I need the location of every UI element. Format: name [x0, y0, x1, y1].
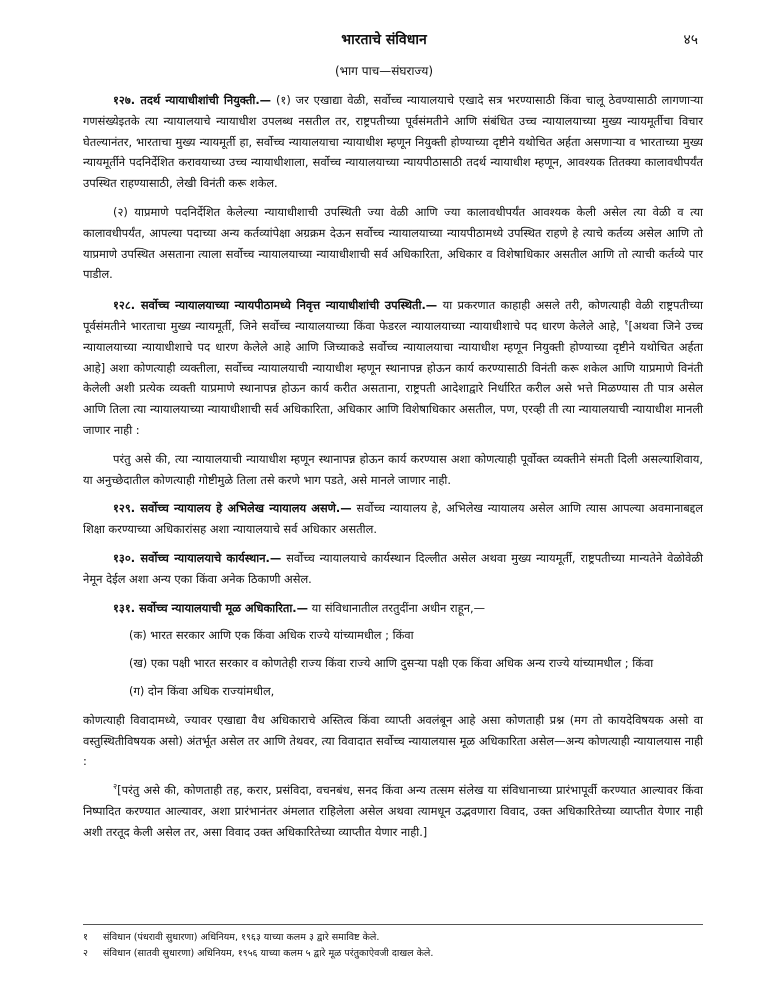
article-129-para: १२९. सर्वोच्च न्यायालय हे अभिलेख न्यायालय असणे.— सर्वोच्च न्यायालय हे, अभिलेख न्यायालय असेल आणि त्यास आपल्या अवमानाबद्दल शिक्षा करण्याच्या अधिकारांसह अशा न्यायालयाचे सर्व अधिकार असतील. [83, 501, 703, 537]
article-127-heading: १२७. तदर्थ न्यायाधीशांची नियुक्ती.— [113, 93, 272, 107]
article-130-para: १३०. सर्वोच्च न्यायालयाचे कार्यस्थान.— सर्वोच्च न्यायालयाचे कार्यस्थान दिल्लीत असेल अथवा मुख्य न्यायमूर्ती, राष्ट्रपतीच्या मान्यतेने वेळोवेळी नेमून देईल अशा अन्य एका किंवा अनेक ठिकाणी असेल. [83, 550, 703, 586]
footnote-divider [83, 924, 703, 925]
article-131-clause-ga: (ग) दोन किंवा अधिक राज्यांमधील, [129, 683, 275, 698]
article-131-clause-ka: (क) भारत सरकार आणि एक किंवा अधिक राज्ये यांच्यामधील ; किंवा [129, 628, 414, 643]
footnote-2: २ संविधान (सातवी सुधारणा) अधिनियम, १९५६ याच्या कलम ५ द्वारे मूळ परंतुकाऐवजी दाखल केले. [83, 948, 434, 959]
article-127-para-1 [83, 90, 703, 194]
article-130-heading: १३०. सर्वोच्च न्यायालयाचे कार्यस्थान.— [113, 550, 282, 565]
article-128-para: १२८. सर्वोच्च न्यायालयाच्या न्यायपीठामध्ये निवृत्त न्यायाधीशांची उपस्थिती.— या प्रकरणात काहाही असले तरी, कोणत्याही वेळी राष्ट्रपतीच्या पूर्वसंमतीने भारताचा मुख्य न्यायमूर्ती, जिने सर्वोच्च न्यायालयाच्या किंवा फेडरल न्यायालयाच्या न्यायाधीशाचे पद धारण केलेले आहे, $^१$[अथवा जिने उच्च न्यायालयाच्या न्यायाधीशाचे पद धारण केलेले आहे आणि जिच्याकडे सर्वोच्च न्यायालयाचा न्यायाधीश म्हणून नियुक्ती होण्याच्या दृष्टीने यथोचित अर्हता आहे] अशा कोणत्याही व्यक्तीला, सर्वोच्च न्यायालयाची न्यायाधीश म्हणून स्थानापन्न होऊन कार्य करण्यासाठी विनंती करू शकेल आणि याप्रमाणे विनंती केलेली अशी प्रत्येक व्यक्ती याप्रमाणे स्थानापन्न होऊन कार्य करीत असताना, राष्ट्रपती आदेशाद्वारे निर्धारित करील असे भत्ते मिळण्यास ती पात्र असेल आणि तिला त्या न्यायालयाच्या न्यायाधीशाची सर्व अधिकारिता, अधिकार आणि विशेषाधिकार असतील, पण, एरव्ही ती त्या न्यायालयाची न्यायाधीश मानली जाणार नाही : [83, 298, 704, 437]
page-subtitle: (भाग पाच—संघराज्य) [334, 64, 434, 78]
article-131-heading: १३१. सर्वोच्च न्यायालयाची मूळ अधिकारिता.— [113, 600, 309, 615]
article-131-text: कोणत्याही विवादामध्ये, ज्यावर एखाद्या वैध अधिकाराचे अस्तित्व किंवा व्याप्ती अवलंबून आहे असा कोणताही प्रश्न (मग तो कायदेविषयक असो वा वस्तुस्थितीविषयक असो) अंतर्भूत असेल तर आणि तेथवर, त्या विवादात सर्वोच्च न्यायालयास मूळ अधिकारिता असेल—अन्य कोणत्याही न्यायालयास नाही : [83, 712, 703, 769]
document-body [83, 90, 703, 843]
article-127-para-2: (२) याप्रमाणे पदनिर्देशित केलेल्या न्यायाधीशाची उपस्थिती ज्या वेळी आणि ज्या कालावधीपर्यंत आवश्यक केली असेल त्या वेळी व त्या कालावधीपर्यंत, आपल्या पदाच्या अन्य कर्तव्यांपेक्षा अग्रक्रम देऊन सर्वोच्च न्यायालयाच्या न्यायपीठामध्ये उपस्थित राहणे हे त्याचे कर्तव्य असेल आणि तो याप्रमाणे उपस्थित असताना त्याला सर्वोच्च न्यायालयाच्या न्यायाधीशाची सर्व अधिकारिता, अधिकार व विशेषाधिकार असतील आणि तो त्याची कर्तव्ये पार पाडील. [83, 204, 703, 282]
footnote-marker: २ [113, 782, 118, 792]
article-131-proviso: $^२$[परंतु असे की, कोणताही तह, करार, प्रसंविदा, वचनबंध, सनद किंवा अन्य तत्सम संलेख या संविधानाच्या प्रारंभापूर्वी करण्यात आल्यावर किंवा निष्पादित करण्यात आल्यावर, अशा प्रारंभानंतर अंमलात राहिलेला असेल अथवा त्यामधून उद्भवणारा विवाद, उक्त अधिकारितेच्या व्याप्तीत येणार नाही अशी तरतूद केली असेल तर, असा विवाद उक्त अधिकारितेच्या व्याप्तीत येणार नाही.] [83, 782, 703, 839]
article-128-proviso: परंतु असे की, त्या न्यायालयाची न्यायाधीश म्हणून स्थानापन्न होऊन कार्य करण्यास अशा कोणत्याही पूर्वोक्त व्यक्तीने संमती दिली असल्याशिवाय, या अनुच्छेदातील कोणत्याही गोष्टीमुळे तिला तसे करणे भाग पडते, असे मानले जाणार नाही. [83, 451, 703, 487]
article-131-clause-kha: (ख) एका पक्षी भारत सरकार व कोणतेही राज्य किंवा राज्ये आणि दुसऱ्या पक्षी एक किंवा अधिक अन्य राज्ये यांच्यामधील ; किंवा [129, 656, 654, 671]
article-131-para: १३१. सर्वोच्च न्यायालयाची मूळ अधिकारिता.— या संविधानातील तरतुदींना अधीन राहून,— [113, 600, 485, 615]
page-title: भारताचे संविधान [341, 32, 427, 48]
article-129-heading: १२९. सर्वोच्च न्यायालय हे अभिलेख न्यायालय असणे.— [113, 501, 352, 516]
footnote-1: १ संविधान (पंधरावी सुधारणा) अधिनियम, १९६३ याच्या कलम ३ द्वारे समाविष्ट केले. [83, 932, 380, 943]
page-number: ४५ [683, 32, 698, 48]
article-128-heading: १२८. सर्वोच्च न्यायालयाच्या न्यायपीठामध्ये निवृत्त न्यायाधीशांची उपस्थिती.— [113, 298, 438, 313]
article-127-text-1: (१) जर एखाद्या वेळी, सर्वोच्च न्यायालयाचे एखादे सत्र भरण्यासाठी किंवा चालू ठेवण्यासाठी लागणाऱ्या गणसंख्येइतके त्या न्यायालयाचे न्यायाधीश उपलब्ध नसतील तर, राष्ट्रपतीच्या पूर्वसंमतीने आणि संबंधित उच्च न्यायालयाच्या मुख्य न्यायमूर्तीचा विचार घेतल्यानंतर, भारताचा मुख्य न्यायमूर्ती हा, सर्वोच्च न्यायालयाचा न्यायाधीश म्हणून नियुक्ती होण्याच्या दृष्टीने यथोचित अर्हता असणाऱ्या व भारताच्या मुख्य न्यायमूर्तीने पदनिर्देशित करावयाच्या उच्च न्यायाधीशाला, सर्वोच्च न्यायालयाच्या न्यायपीठासाठी तदर्थ न्यायाधीश म्हणून, आवश्यक तितक्या कालावधीपर्यंत उपस्थित राहण्यासाठी, लेखी विनंती करू शकेल. [83, 93, 704, 191]
footnote-marker: १ [624, 318, 629, 328]
